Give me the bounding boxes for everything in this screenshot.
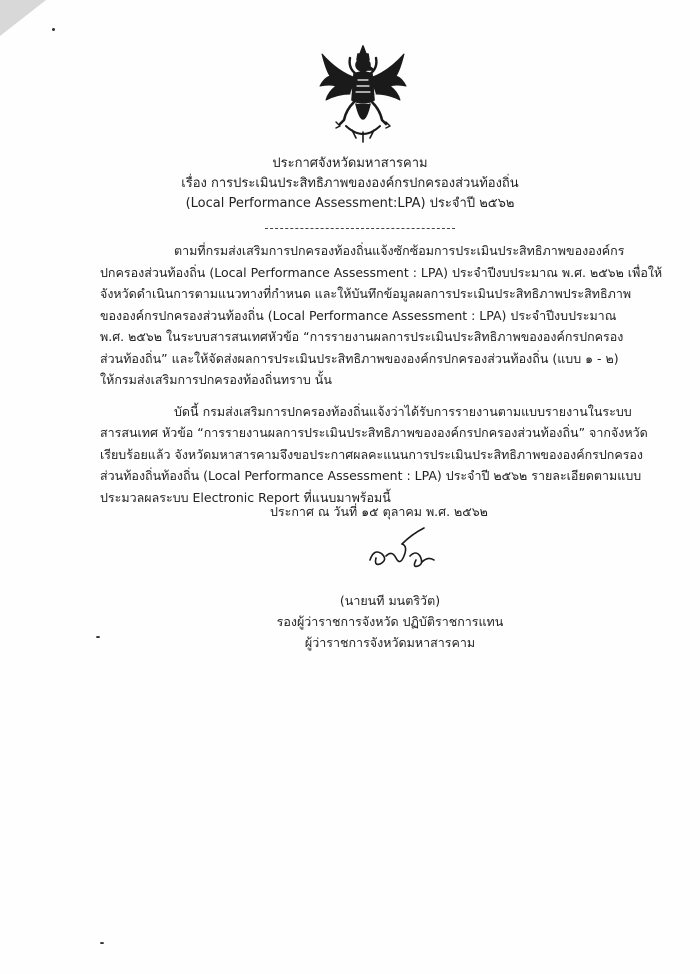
paragraph-2-line: เรียบร้อยแล้ว จังหวัดมหาสารคามจึงขอประกาศผลคะแนนการประเมินประสิทธิภาพขององค์กรปกครอง — [100, 446, 644, 462]
paragraph-2-line: ประมวลผลระบบ Electronic Report ที่แนบมาพร้อมนี้ — [100, 489, 391, 505]
title-divider — [265, 228, 455, 229]
announcement-date: ประกาศ ณ วันที่ ๑๕ ตุลาคม พ.ศ. ๒๕๖๒ — [270, 504, 488, 519]
signer-block — [260, 590, 520, 653]
paragraph-1-line: พ.ศ. ๒๕๖๒ ในระบบสารสนเทศหัวข้อ “การรายงานผลการประเมินประสิทธิภาพขององค์กรปกครอง — [100, 329, 624, 344]
paragraph-1-line: ส่วนท้องถิ่น” และให้จัดส่งผลการประเมินประสิทธิภาพขององค์กรปกครองส่วนท้องถิ่น (แบบ ๑ - ๒) — [100, 350, 619, 366]
scan-speck — [100, 942, 104, 944]
title-line-2: เรื่อง การประเมินประสิทธิภาพขององค์กรปกครองส่วนท้องถิ่น — [181, 176, 519, 191]
title-line-1: ประกาศจังหวัดมหาสารคาม — [272, 156, 428, 171]
scan-speck — [96, 636, 100, 638]
signer-position: รองผู้ว่าราชการจังหวัด ปฏิบัติราชการแทน — [276, 614, 504, 629]
paragraph-2-line: สารสนเทศ หัวข้อ “การรายงานผลการประเมินประสิทธิภาพขององค์กรปกครองส่วนท้องถิ่น” จากจังหวัด — [100, 425, 648, 440]
folded-corner — [0, 0, 46, 36]
paragraph-2-line: ส่วนท้องถิ่นท้องถิ่น (Local Performance Assessment : LPA) ประจำปี ๒๕๖๒ รายละเอียดตามแบบ — [100, 468, 642, 483]
paragraph-1-line: ปกครองส่วนท้องถิ่น (Local Performance Assessment : LPA) ประจำปีงบประมาณ พ.ศ. ๒๕๖๒ เพื่อให้ — [100, 264, 663, 280]
scan-speck — [52, 28, 55, 31]
paragraph-1-line: ตามที่กรมส่งเสริมการปกครองท้องถิ่นแจ้งซักซ้อมการประเมินประสิทธิภาพขององค์กร — [174, 243, 625, 258]
announcement-body — [100, 240, 663, 508]
paragraph-1-line: จังหวัดดำเนินการตามแนวทางที่กำหนด และให้บันทึกข้อมูลผลการประเมินประสิทธิภาพประสิทธิภาพ — [100, 286, 632, 301]
garuda-emblem-icon — [316, 44, 410, 144]
paragraph-1-line: ขององค์กรปกครองส่วนท้องถิ่น (Local Performance Assessment : LPA) ประจำปีงบประมาณ — [100, 307, 617, 323]
signer-name: (นายนที มนตริวัต) — [339, 593, 441, 608]
paragraph-2-line: บัดนี้ กรมส่งเสริมการปกครองท้องถิ่นแจ้งว่าได้รับการรายงานตามแบบรายงานในระบบ — [174, 403, 632, 419]
paragraph-1-line: ให้กรมส่งเสริมการปกครองท้องถิ่นทราบ นั้น — [100, 372, 332, 387]
announcement-title — [0, 154, 700, 214]
handwritten-signature — [366, 526, 456, 574]
title-line-3: (Local Performance Assessment:LPA) ประจำปี ๒๕๖๒ — [185, 196, 515, 211]
signer-position: ผู้ว่าราชการจังหวัดมหาสารคาม — [304, 635, 476, 650]
